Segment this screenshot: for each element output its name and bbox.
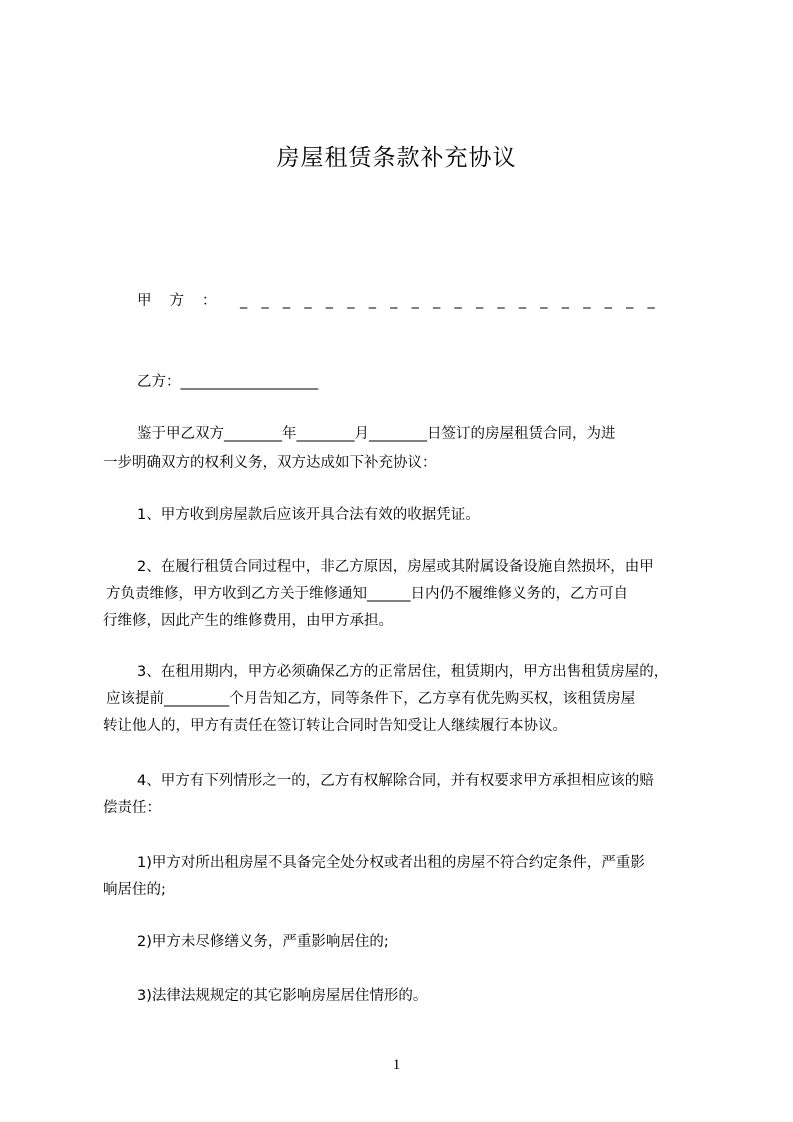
clause-2-line-1: 2、在履行租赁合同过程中，非乙方原因，房屋或其附属设备设施自然损坏，由甲	[137, 559, 654, 575]
clause-2-line-3: 行维修，因此产生的维修费用，由甲方承担。	[103, 613, 393, 629]
intro-line-1: 鉴于甲乙双方________年________月________日签订的房屋租赁合同，为进	[137, 426, 616, 442]
sub-item-1-line-2: 响居住的;	[103, 882, 166, 898]
clause-1-line-1: 1、甲方收到房屋款后应该开具合法有效的收据凭证。	[137, 507, 480, 523]
intro-line-2: 一步明确双方的权利义务，双方达成如下补充协议：	[103, 455, 437, 471]
party-a-blank: ____________________	[240, 293, 669, 309]
clause-3-line-1: 3、在租用期内，甲方必须确保乙方的正常居住，租赁期内，甲方出售租赁房屋的，	[137, 664, 669, 680]
party-a-label: 甲方：	[137, 293, 235, 309]
party-b-line: 乙方：___________________	[137, 374, 319, 390]
clause-2-line-2: 方负责维修，甲方收到乙方关于维修通知______日内仍不履维修义务的，乙方可自	[106, 586, 628, 602]
clause-4-line-1: 4、甲方有下列情形之一的，乙方有权解除合同，并有权要求甲方承担相应该的赔	[137, 773, 654, 789]
sub-item-3-line-1: 3)法律法规规定的其它影响房屋居住情形的。	[137, 988, 428, 1004]
document-title: 房屋租赁条款补充协议	[276, 145, 517, 171]
clause-3-line-3: 转让他人的，甲方有责任在签订转让合同时告知受让人继续履行本协议。	[103, 718, 567, 734]
clause-4-line-2: 偿责任：	[103, 800, 161, 816]
sub-item-1-line-1: 1)甲方对所出租房屋不具备完全处分权或者出租的房屋不符合约定条件，严重影	[137, 855, 645, 871]
clause-3-line-2: 应该提前_________个月告知乙方，同等条件下，乙方享有优先购买权，该租赁房屋	[106, 691, 636, 707]
sub-item-2-line-1: 2)甲方未尽修缮义务，严重影响居住的;	[137, 934, 389, 950]
page-number: 1	[392, 1057, 401, 1073]
